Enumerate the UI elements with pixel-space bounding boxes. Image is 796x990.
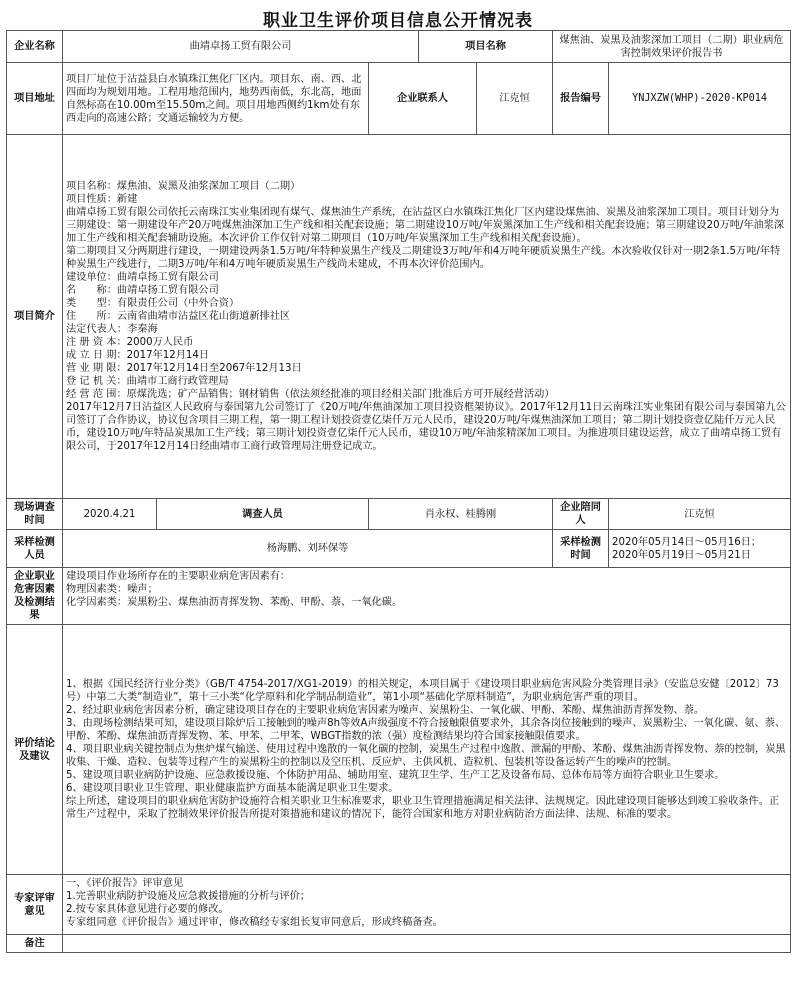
sampling-time-value: 2020年05月14日～05月16日；2020年05月19日～05月21日	[609, 530, 791, 568]
row-company	[7, 31, 791, 63]
row-hazard	[7, 568, 791, 625]
hazard-factors-label: 企业职业危害因素及检测结果	[7, 568, 63, 625]
intro-line: 成 立 日 期：2017年12月14日	[66, 350, 210, 361]
row-remarks	[7, 935, 791, 953]
survey-staff-label: 调查人员	[157, 499, 369, 530]
intro-line: 建设单位：曲靖卓扬工贸有限公司	[66, 272, 219, 283]
conclusion-line: 1、根据《国民经济行业分类》（GB/T 4754-2017/XG1-2019）的相关规定，本项目属于《建设项目职业病危害风险分类管理目录》（安监总安健〔2012〕73号）中第二大类“制造业”，第十三小类“化学原料和化学制品制造业”，第1小项“基础化学原料制造”，为职业病危害严重的项目。	[66, 679, 779, 703]
conclusion-text	[66, 678, 787, 821]
intro-line: 类 型：有限责任公司（中外合资）	[66, 298, 240, 309]
remarks-label: 备注	[7, 935, 63, 953]
intro-line: 营 业 期 限：2017年12月14日至2067年12月13日	[66, 363, 302, 374]
site-survey-time-value: 2020.4.21	[63, 499, 157, 530]
expert-text	[66, 877, 787, 929]
report-no-value: YNJXZW(WHP)-2020-KP014	[609, 63, 791, 135]
page-title: 职业卫生评价项目信息公开情况表	[263, 11, 533, 31]
expert-line: 一、《评价报告》评审意见	[66, 878, 184, 889]
info-table	[6, 30, 791, 953]
site-survey-time-label: 现场调查时间	[7, 499, 63, 530]
hazard-line: 物理因素类：噪声；	[66, 584, 158, 595]
intro-line: 项目性质：新建	[66, 194, 138, 205]
conclusion-line: 5、建设项目职业病防护设施、应急救援设施、个体防护用品、辅助用室、建筑卫生学、生产工艺及设备布局、总体布局等方面符合职业卫生要求。	[66, 770, 725, 781]
hazard-line: 建设项目作业场所存在的主要职业病危害因素有：	[66, 571, 291, 582]
intro-line: 登 记 机 关：曲靖市工商行政管理局	[66, 376, 229, 387]
intro-line: 法定代表人：李秦海	[66, 324, 158, 335]
project-intro-label: 项目简介	[7, 135, 63, 499]
project-name-label: 项目名称	[419, 31, 553, 63]
hazard-text	[66, 570, 787, 609]
row-sampling	[7, 530, 791, 568]
sampling-staff-label: 采样检测人员	[7, 530, 63, 568]
project-address-label: 项目地址	[7, 63, 63, 135]
row-intro	[7, 135, 791, 499]
company-accompany-value: 江克恒	[609, 499, 791, 530]
sampling-time-label: 采样检测时间	[553, 530, 609, 568]
company-contact-value: 江克恒	[477, 63, 553, 135]
conclusion-line: 综上所述，建设项目的职业病危害防护设施符合相关职业卫生标准要求，职业卫生管理措施满足相关法律、法规规定。因此建设项目能够达到竣工验收条件。正常生产过程中，采取了控制效果评价报告所提对策措施和建议的情况下，能符合国家和地方对职业病防治方面法律、法规、标准的要求。	[66, 796, 780, 820]
row-survey	[7, 499, 791, 530]
project-intro-content	[63, 135, 791, 499]
conclusion-line: 4、项目职业病关键控制点为焦炉煤气输送、使用过程中逸散的一氧化碳的控制，炭黑生产过程中逸散、泄漏的甲酚、苯酚、煤焦油沥青挥发物、萘的控制，炭黑收集、干燥、造粒、包装等过程产生的炭黑粉尘的控制以及空压机、反应炉、主供风机、造粒机、包装机等设备运转产生的噪声的控制。	[66, 744, 786, 768]
conclusion-line: 2、经过职业病危害因素分析，确定建设项目存在的主要职业病危害因素为噪声、炭黑粉尘、一氧化碳、甲酚、苯酚、煤焦油沥青挥发物、萘。	[66, 705, 705, 716]
row-address	[7, 63, 791, 135]
company-name-label: 企业名称	[7, 31, 63, 63]
row-conclusion	[7, 625, 791, 875]
expert-opinion-content	[63, 875, 791, 935]
intro-line: 注 册 资 本：2000万人民币	[66, 337, 194, 348]
company-contact-label: 企业联系人	[369, 63, 477, 135]
intro-text	[66, 180, 787, 453]
expert-line: 2.按专家具体意见进行必要的修改。	[66, 904, 229, 915]
intro-line: 经 营 范 围：原煤洗选；矿产品销售；钢材销售（依法须经批准的项目经相关部门批准后方可开展经营活动）	[66, 389, 555, 400]
hazard-factors-content	[63, 568, 791, 625]
intro-line: 曲靖卓扬工贸有限公司依托云南珠江实业集团现有煤气、煤焦油生产系统，在沾益区白水镇珠江焦化厂区内建设煤焦油、炭黑及油浆深加工项目。项目计划分为三期建设：第一期建设年产20万吨煤焦油深加工生产线和相关配套设施；第二期建设10万吨/年炭黑深加工生产线和相关配套设施；第三期建设20万吨/年油浆深加工生产线和相关配套辅助设施。本次评价工作仅针对第二期项目（10万吨/年炭黑深加工生产线和相关配套设施）。	[66, 207, 785, 244]
intro-line: 第二期项目又分两期进行建设，一期建设两条1.5万吨/年特种炭黑生产线及二期建设3万吨/年和4万吨年硬质炭黑生产线。本次验收仅针对一期2条1.5万吨/年特种炭黑生产线进行，二期3万吨/年和4万吨年硬质炭黑生产线尚未建成，不再本次评价范围内。	[66, 246, 781, 270]
intro-line: 2017年12月7日沾益区人民政府与泰国第九公司签订了《20万吨/年焦油深加工项目投资框架协议》。2017年12月11日云南珠江实业集团有限公司与泰国第九公司签订了合作协议，协议包含项目三期工程，第一期工程计划投资壹亿柒仟万元人民币，建设20万吨/年煤焦油深加工项目；第二期计划投资壹亿陆仟万元人民币，建设10万吨/年特品炭黑加工生产线；第三期计划投资壹亿柒仟元人民币，建设10万吨/年油浆精深加工项目。为推进项目建设运营，成立了曲靖卓扬工贸有限公司，于2017年12月14日经曲靖市工商行政管理局注册登记成立。	[66, 402, 786, 452]
remarks-value	[63, 935, 791, 953]
conclusion-line: 3、由现场检测结果可知，建设项目除炉后工接触到的噪声8h等效A声级强度不符合接触限值要求外，其余各岗位接触到的噪声、炭黑粉尘、一氧化碳、氨、萘、甲酚、苯酚、煤焦油沥青挥发物、苯、甲苯、二甲苯、WBGT指数的浓（强）度检测结果均符合国家接触限值要求。	[66, 718, 786, 742]
survey-staff-value: 肖永权、桂腾刚	[369, 499, 553, 530]
row-expert	[7, 875, 791, 935]
hazard-line: 化学因素类：炭黑粉尘、煤焦油沥青挥发物、苯酚、甲酚、萘、一氧化碳。	[66, 597, 403, 608]
company-accompany-label: 企业陪同人	[553, 499, 609, 530]
report-no-label: 报告编号	[553, 63, 609, 135]
conclusion-content	[63, 625, 791, 875]
conclusion-label: 评价结论及建议	[7, 625, 63, 875]
sampling-staff-value: 杨海鹏、刘环保等	[63, 530, 553, 568]
intro-line: 名 称：曲靖卓扬工贸有限公司	[66, 285, 219, 296]
conclusion-line: 6、建设项目职业卫生管理、职业健康监护方面基本能满足职业卫生要求。	[66, 783, 399, 794]
expert-line: 专家组同意《评价报告》通过评审，修改稿经专家组长复审同意后，形成终稿备查。	[66, 917, 443, 928]
intro-line: 住 所：云南省曲靖市沾益区花山街道新排社区	[66, 311, 291, 322]
company-name-value: 曲靖卓扬工贸有限公司	[63, 31, 419, 63]
expert-line: 1.完善职业病防护设施及应急救援措施的分析与评价；	[66, 891, 311, 902]
intro-line: 项目名称：煤焦油、炭黑及油浆深加工项目（二期）	[66, 181, 301, 192]
project-address-value: 项目厂址位于沾益县白水镇珠江焦化厂区内。项目东、南、西、北四面均为规划用地。工程用地范围内，地势西南低，东北高，地面自然标高在10.00m至15.50m之间。项目用地西侧约1km处有东西走向的高速公路；交通运输较为方便。	[63, 63, 369, 135]
project-name-value: 煤焦油、炭黑及油浆深加工项目（二期）职业病危害控制效果评价报告书	[553, 31, 791, 63]
expert-opinion-label: 专家评审意见	[7, 875, 63, 935]
